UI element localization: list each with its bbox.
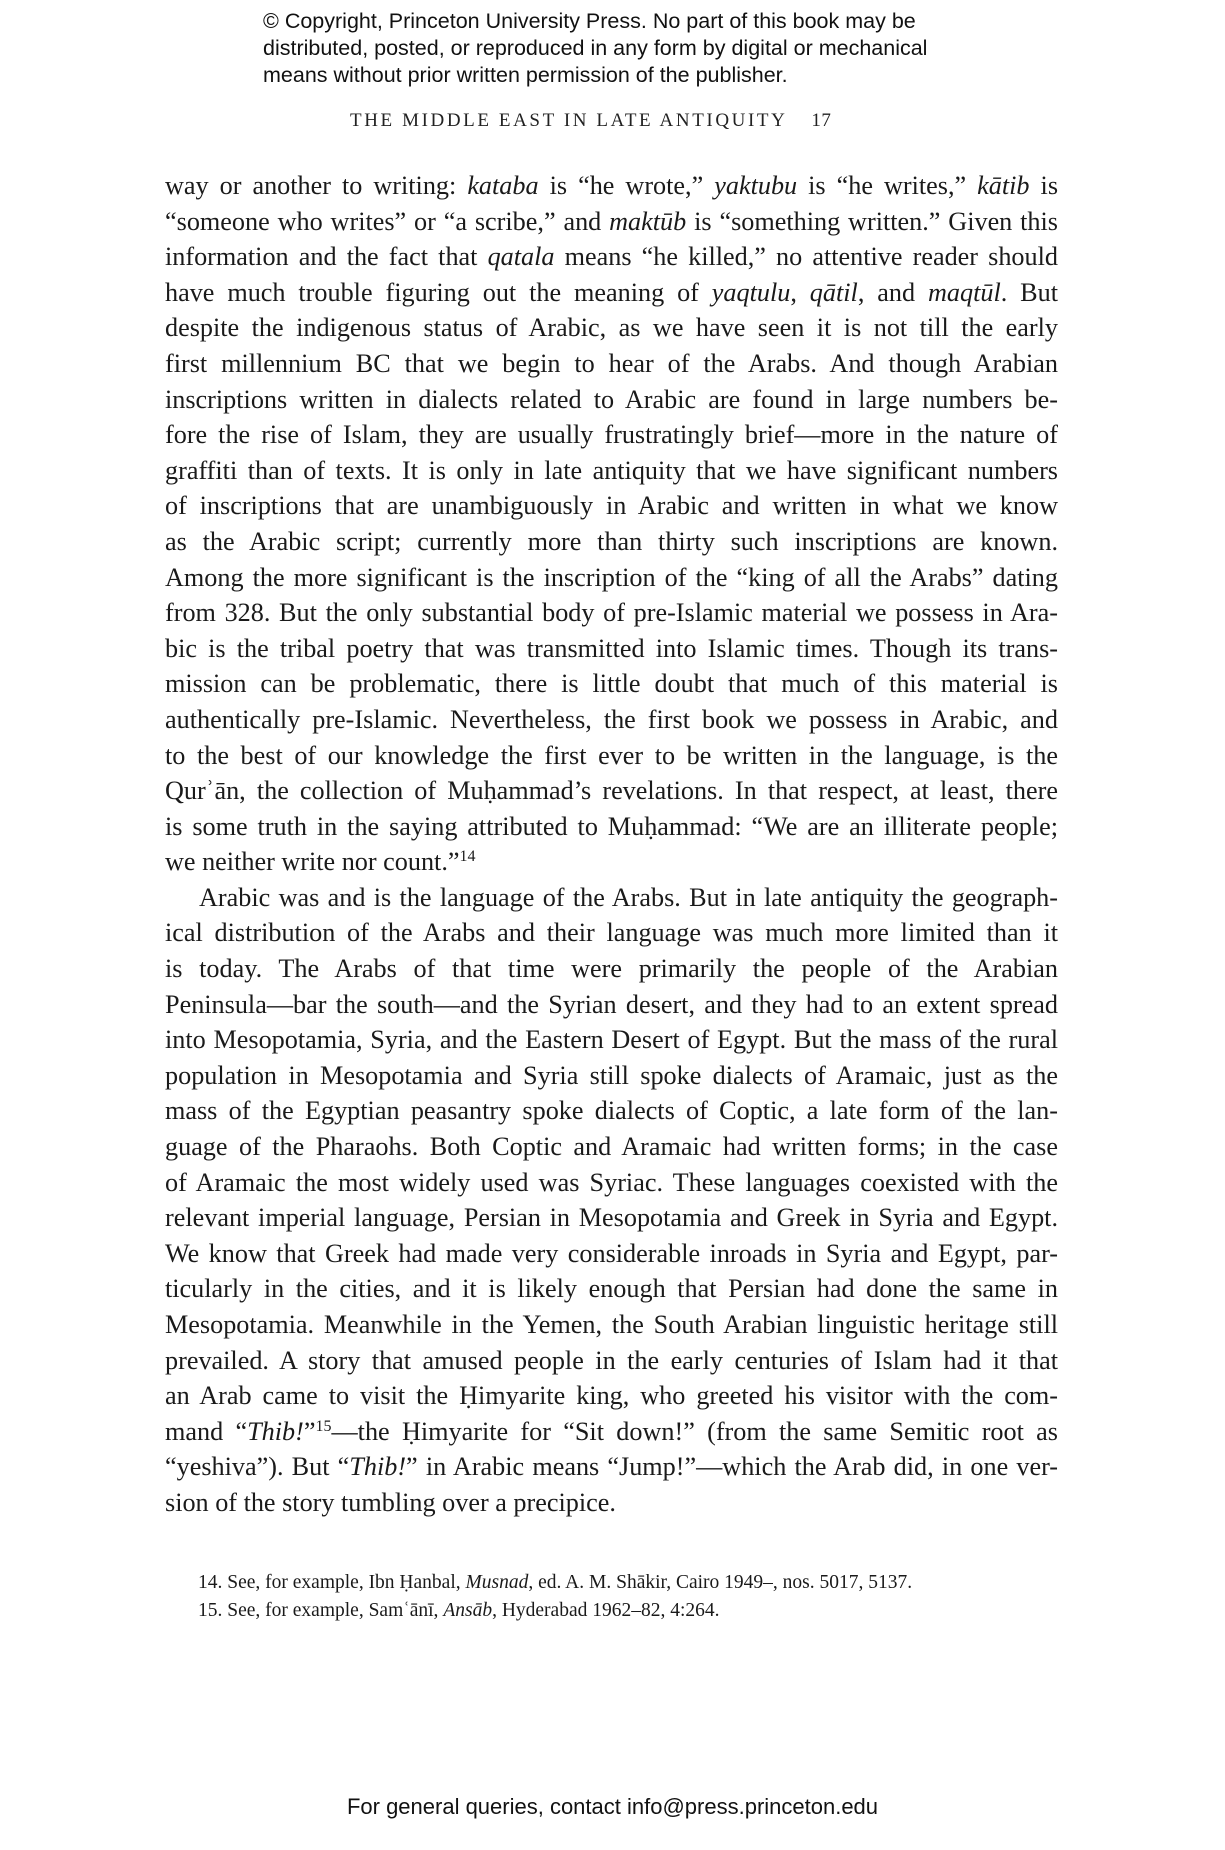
text-run: Qurʾān, the collection of Muḥammad’s revelations. In that respect, at least, there [165, 776, 1058, 806]
text-line [165, 453, 1058, 489]
text-line [165, 809, 1058, 845]
text-line [165, 1307, 1058, 1343]
text-line [165, 524, 1058, 560]
text-line [165, 488, 1058, 524]
text-run: despite the indigenous status of Arabic, as we have seen it is not till the early [165, 313, 1058, 343]
text-run: , ed. A. M. Shākir, Cairo 1949–, nos. 5017, 5137. [528, 1572, 913, 1593]
text-line [165, 738, 1058, 774]
text-line [165, 239, 1058, 275]
text-run: means “he killed,” no attentive reader should [554, 242, 1058, 272]
text-run: . But [1000, 277, 1058, 307]
text-run: an Arab came to visit the Ḥimyarite king, who greeted his visitor with the com- [165, 1381, 1058, 1411]
footnote [198, 1569, 912, 1597]
text-line [165, 275, 1058, 311]
text-run: mass of the Egyptian peasantry spoke dialects of Coptic, a late form of the lan- [165, 1096, 1058, 1126]
text-line [165, 560, 1058, 596]
copyright-line: © Copyright, Princeton University Press. No part of this book may be [263, 9, 916, 33]
paragraph [165, 168, 1058, 880]
text-run: —the Ḥimyarite for “Sit down!” (from the same Semitic root as [331, 1416, 1059, 1446]
copyright-line: distributed, posted, or reproduced in any form by digital or mechanical [263, 36, 928, 60]
contact-footer: For general queries, contact info@press.princeton.edu [346, 1794, 879, 1819]
text-line [165, 1058, 1058, 1094]
text-run: bic is the tribal poetry that was transmitted into Islamic times. Though its trans- [165, 633, 1058, 663]
text-line [165, 1093, 1058, 1129]
text-run: is “something written.” Given this [686, 206, 1058, 236]
paragraph [165, 880, 1058, 1521]
italic-term: maqtūl [927, 277, 1001, 307]
text-run: ical distribution of the Arabs and their language was much more limited than it [165, 918, 1058, 948]
text-run: , Hyderabad 1962–82, 4:264. [492, 1600, 720, 1621]
text-run: , [790, 277, 810, 307]
text-run: “someone who writes” or “a scribe,” and [165, 206, 610, 236]
footnote [198, 1597, 912, 1625]
text-line [165, 204, 1058, 240]
text-run: as the Arabic script; currently more than thirty such inscriptions are known. [165, 526, 1058, 556]
text-line [165, 773, 1058, 809]
text-line [165, 1271, 1058, 1307]
text-run: , and [857, 277, 928, 307]
text-run: of Aramaic the most widely used was Syriac. These languages coexisted with the [165, 1167, 1058, 1197]
italic-term: qatala [487, 242, 555, 272]
text-line [165, 346, 1058, 382]
text-run: Mesopotamia. Meanwhile in the Yemen, the South Arabian linguistic heritage still [165, 1310, 1058, 1339]
text-run: population in Mesopotamia and Syria still spoke dialects of Aramaic, just as the [165, 1060, 1058, 1090]
text-run: fore the rise of Islam, they are usually frustratingly brief—more in the nature of [165, 420, 1058, 450]
italic-term: maktūb [609, 206, 687, 236]
text-run: is some truth in the saying attributed to Muḥammad: “We are an illiterate people; [165, 811, 1058, 841]
text-run: ” in Arabic means “Jump!”—which the Arab did, in one ver- [406, 1452, 1058, 1482]
text-line [165, 1022, 1058, 1058]
text-run: from 328. But the only substantial body of pre-Islamic material we possess in Ara- [165, 598, 1058, 628]
text-run: 15. See, for example, Samʿānī, [198, 1600, 444, 1621]
text-run: mission can be problematic, there is little doubt that much of this material is [165, 669, 1058, 699]
text-run: relevant imperial language, Persian in Mesopotamia and Greek in Syria and Egypt. [165, 1203, 1058, 1233]
copyright-notice [263, 8, 1023, 89]
italic-term: yaktubu [714, 171, 798, 200]
text-run: ticularly in the cities, and it is likely enough that Persian had done the same in [165, 1274, 1058, 1304]
text-line [165, 880, 1058, 916]
text-line [165, 595, 1058, 631]
text-run: We know that Greek had made very considerable inroads in Syria and Egypt, par- [165, 1238, 1058, 1268]
text-run: mand “ [165, 1416, 248, 1446]
text-run: first millennium BC that we begin to hear of the Arabs. And though Arabian [165, 348, 1058, 378]
text-run: 14. See, for example, Ibn Ḥanbal, [198, 1572, 466, 1593]
text-line [165, 1236, 1058, 1272]
text-run: is “he writes,” [797, 171, 978, 200]
text-line [165, 1378, 1058, 1414]
running-head-title: THE MIDDLE EAST IN LATE ANTIQUITY [350, 110, 788, 131]
text-run: into Mesopotamia, Syria, and the Eastern Desert of Egypt. But the mass of the rural [165, 1025, 1058, 1055]
text-run: Peninsula—bar the south—and the Syrian desert, and they had to an extent spread [165, 989, 1058, 1019]
text-run: ” [303, 1416, 316, 1446]
text-run: prevailed. A story that amused people in the early centuries of Islam had it that [165, 1345, 1058, 1375]
running-head [350, 110, 831, 132]
text-line [165, 915, 1058, 951]
text-line [165, 1485, 1058, 1521]
footnote-ref: 14 [459, 848, 476, 866]
text-run: is today. The Arabs of that time were primarily the people of the Arabian [165, 954, 1058, 984]
text-run: to the best of our knowledge the first ever to be written in the language, is the [165, 740, 1058, 770]
footnotes [198, 1569, 912, 1625]
text-run: is “he wrote,” [538, 171, 715, 200]
text-line [165, 702, 1058, 738]
text-run: Among the more significant is the inscription of the “king of all the Arabs” dating [165, 562, 1058, 592]
text-line [165, 1165, 1058, 1201]
text-line [165, 1343, 1058, 1379]
text-run: guage of the Pharaohs. Both Coptic and Aramaic had written forms; in the case [165, 1132, 1058, 1162]
copyright-line: means without prior written permission of the publisher. [263, 63, 788, 87]
italic-term: yaqtulu [711, 277, 791, 307]
text-line [165, 987, 1058, 1023]
italic-term: Thib! [349, 1452, 407, 1482]
text-line [165, 168, 1058, 204]
italic-term: Ansāb [443, 1600, 493, 1621]
text-run: graffiti than of texts. It is only in late antiquity that we have significant numbers [165, 455, 1058, 485]
italic-term: Musnad [465, 1572, 529, 1593]
text-line [165, 1414, 1058, 1450]
text-line [165, 951, 1058, 987]
text-line [165, 310, 1058, 346]
text-run: is [1029, 171, 1059, 200]
text-run: of inscriptions that are unambiguously in Arabic and written in what we know [165, 491, 1058, 521]
text-line [165, 382, 1058, 418]
text-line [165, 1129, 1058, 1165]
text-run: inscriptions written in dialects related to Arabic are found in large numbers be- [165, 384, 1058, 414]
text-run: authentically pre-Islamic. Nevertheless, the first book we possess in Arabic, and [165, 704, 1058, 734]
italic-term: kataba [467, 171, 539, 200]
text-run: way or another to writing: [165, 171, 468, 200]
text-run: have much trouble figuring out the meaning of [165, 277, 712, 307]
italic-term: qātil [809, 277, 858, 307]
text-line [165, 1200, 1058, 1236]
footnote-ref: 15 [315, 1417, 332, 1435]
text-run: information and the fact that [165, 242, 488, 272]
page-number: 17 [811, 110, 832, 131]
text-line [165, 844, 1058, 880]
text-line [165, 666, 1058, 702]
text-run: we neither write nor count.” [165, 847, 460, 877]
italic-term: Thib! [247, 1416, 304, 1446]
text-line [165, 631, 1058, 667]
text-line [165, 1449, 1058, 1485]
text-line [165, 417, 1058, 453]
text-run: “yeshiva”). But “ [165, 1452, 350, 1482]
text-run: sion of the story tumbling over a precipice. [165, 1487, 616, 1517]
body-text [165, 168, 1058, 1521]
text-run: Arabic was and is the language of the Arabs. But in late antiquity the geograph- [199, 882, 1058, 912]
italic-term: kātib [977, 171, 1030, 200]
